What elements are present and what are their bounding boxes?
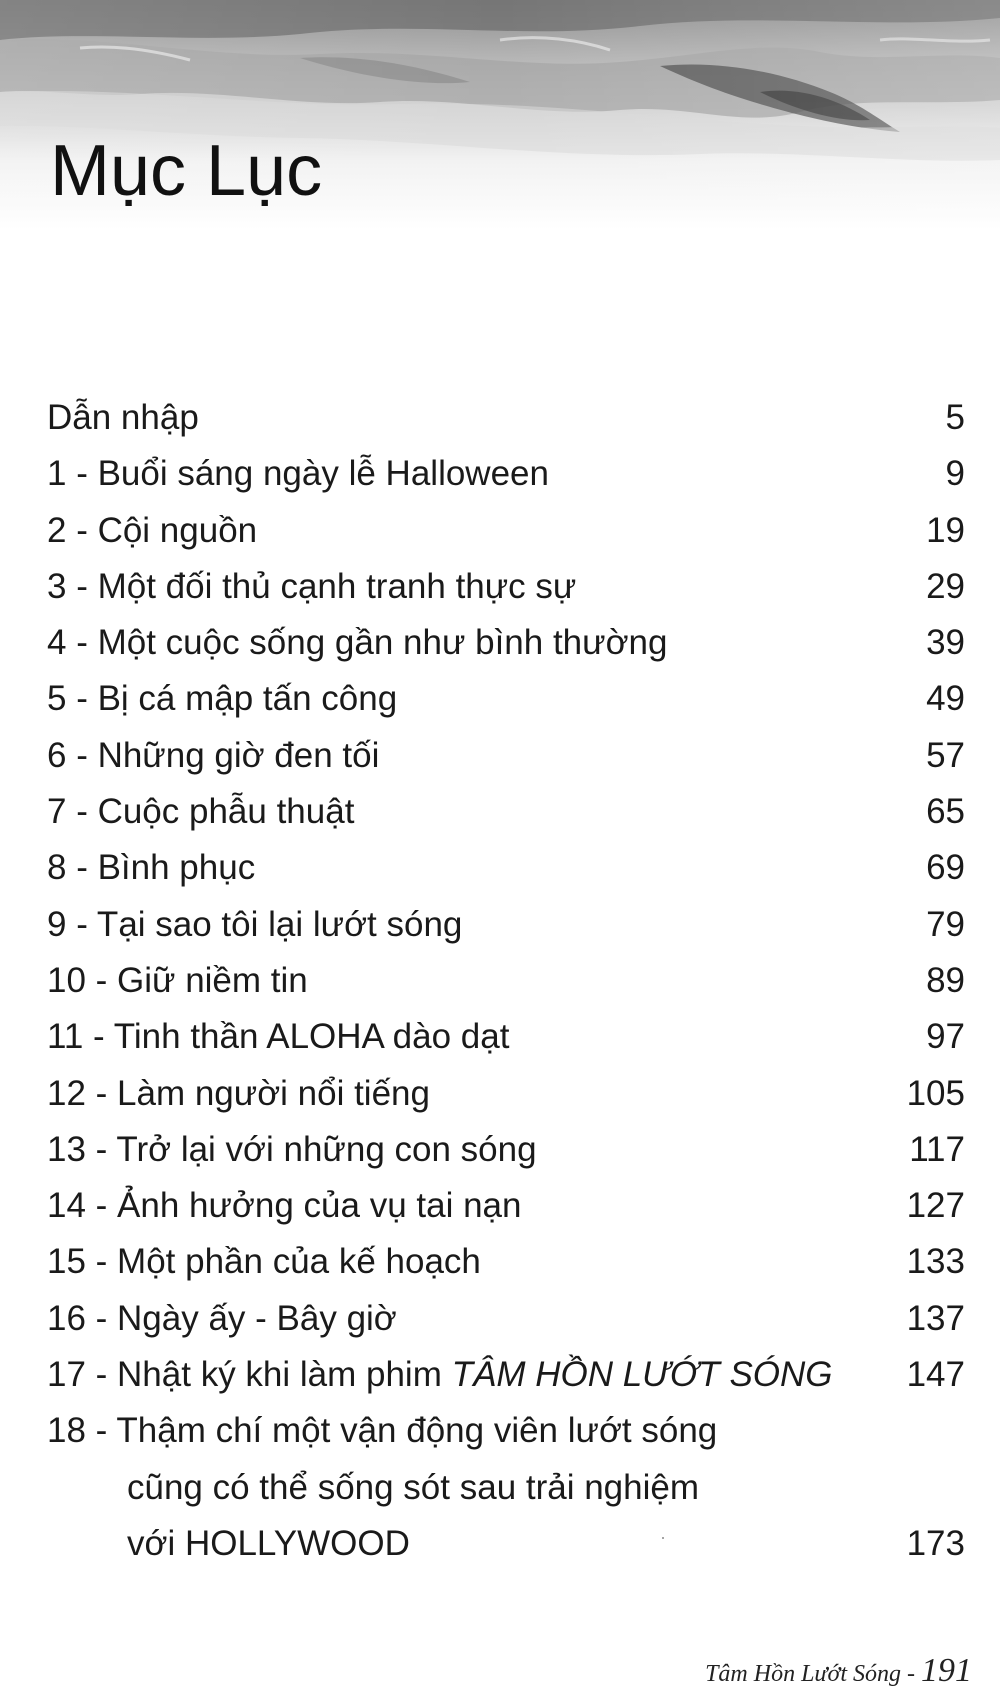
toc-entry-title-line: cũng có thể sống sót sau trải nghiệm [127,1467,700,1507]
toc-entry[interactable] [47,1122,965,1178]
toc-entry-title-italic: TÂM HỒN LƯỚT SÓNG [451,1355,833,1395]
toc-entry-page: 19 [926,510,965,550]
page-title: Mục Lục [50,131,323,211]
toc-entry[interactable] [47,1403,965,1572]
toc-entry-page: 29 [926,566,965,606]
toc-entry[interactable] [47,503,965,559]
toc-entry-title: 14 - Ảnh hưởng của vụ tai nạn [47,1186,522,1226]
footer-page-number: 191 [921,1652,972,1689]
toc-entry-page: 137 [906,1298,965,1338]
toc-entry-title: 11 - Tinh thần ALOHA dào dạt [47,1017,510,1057]
toc-entry[interactable] [47,1347,965,1403]
toc-entry-page: 5 [945,398,965,437]
toc-entry-title: 16 - Ngày ấy - Bây giờ [47,1298,397,1338]
toc-entry-title: 3 - Một đối thủ cạnh tranh thực sự [47,566,577,606]
toc-entry[interactable] [47,728,965,784]
toc-entry[interactable] [47,390,965,446]
toc-entry[interactable] [47,1291,965,1347]
toc-entry-title: 12 - Làm người nổi tiếng [47,1073,430,1113]
toc-entry[interactable] [47,897,965,953]
toc-entry-title: 8 - Bình phục [47,848,256,888]
page-footer [705,1652,972,1690]
toc-entry-title: 13 - Trở lại với những con sóng [47,1129,537,1169]
toc-entry-page: 133 [906,1242,965,1282]
toc-entry[interactable] [47,784,965,840]
toc-entry-page: 39 [926,623,965,663]
toc-entry-title: 7 - Cuộc phẫu thuật [47,792,355,832]
toc-entry[interactable] [47,1178,965,1234]
toc-entry-title: 5 - Bị cá mập tấn công [47,679,398,719]
toc-entry-page: 105 [906,1073,965,1113]
toc-entry-page: 57 [926,735,965,775]
toc-entry-page: 49 [926,679,965,719]
toc-entry-page: 97 [926,1017,965,1057]
toc-entry-title: Dẫn nhập [47,398,199,437]
toc-entry-title-line: 18 - Thậm chí một vận động viên lướt sóng [47,1411,718,1451]
toc-entry-page: 147 [906,1355,965,1395]
toc-entry-page: 9 [945,454,965,494]
toc-entry-title-line: với HOLLYWOOD [127,1523,410,1563]
toc-entry-title: 15 - Một phần của kế hoạch [47,1242,481,1282]
table-of-contents [47,390,965,1572]
footer-book-title: Tâm Hồn Lướt Sóng [705,1661,901,1687]
toc-entry[interactable] [47,671,965,727]
toc-entry-page: 89 [926,960,965,1000]
toc-entry[interactable] [47,1234,965,1290]
toc-entry-title: 9 - Tại sao tôi lại lướt sóng [47,904,463,944]
toc-entry[interactable] [47,1066,965,1122]
paper-speck [662,1537,664,1539]
toc-entry[interactable] [47,953,965,1009]
toc-entry-title [47,1347,965,1403]
toc-entry-title: 4 - Một cuộc sống gần như bình thường [47,623,668,663]
toc-entry-title: 1 - Buổi sáng ngày lễ Halloween [47,454,549,494]
toc-entry-title: 6 - Những giờ đen tối [47,735,380,775]
toc-entry-page: 117 [909,1129,965,1169]
toc-entry-page: 79 [926,904,965,944]
toc-entry-page: 127 [906,1186,965,1226]
footer-separator: - [901,1661,921,1687]
toc-entry-page: 65 [926,792,965,832]
toc-entry-page: 173 [906,1523,965,1563]
toc-entry-page: 69 [926,848,965,888]
toc-entry[interactable] [47,559,965,615]
toc-entry-title: 2 - Cội nguồn [47,510,258,550]
toc-entry-title: 10 - Giữ niềm tin [47,960,308,1000]
toc-entry[interactable] [47,446,965,502]
toc-entry-title-prefix: 17 - Nhật ký khi làm phim [47,1355,452,1395]
toc-entry[interactable] [47,1009,965,1065]
toc-entry[interactable] [47,840,965,896]
toc-entry[interactable] [47,615,965,671]
